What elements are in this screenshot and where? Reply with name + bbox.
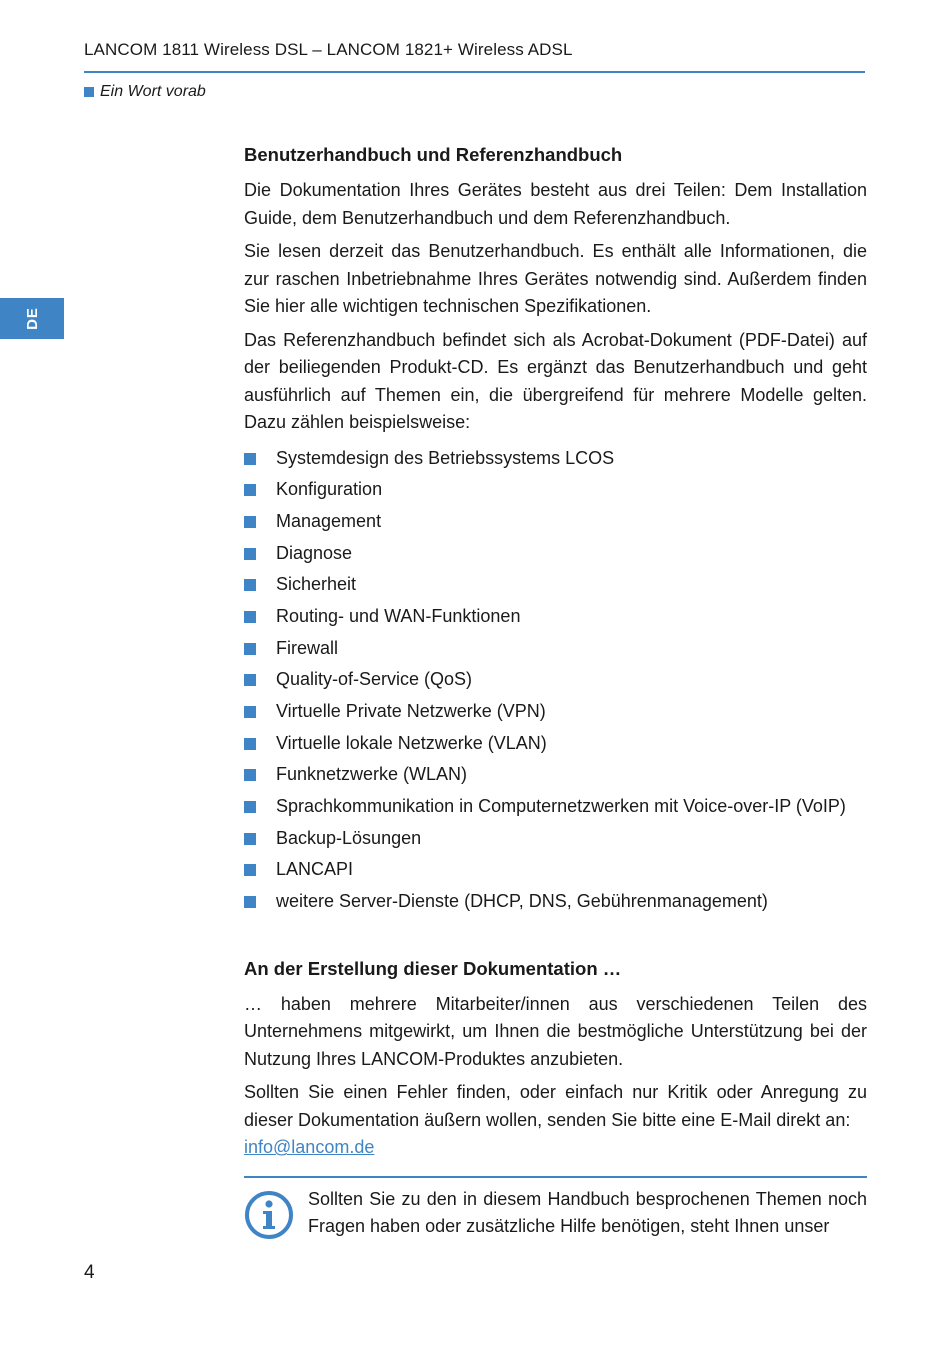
list-item: Backup-Lösungen (244, 823, 867, 855)
section-heading-documentation: An der Erstellung dieser Dokumentation … (244, 957, 622, 979)
list-item: Funknetzwerke (WLAN) (244, 759, 867, 791)
list-item: Diagnose (244, 538, 867, 570)
list-item: Sicherheit (244, 569, 867, 601)
info-icon (244, 1190, 294, 1240)
info-note (244, 1186, 867, 1241)
breadcrumb (84, 83, 206, 101)
document-header-title: LANCOM 1811 Wireless DSL – LANCOM 1821+ Wireless ADSL (84, 40, 573, 59)
list-item: Firewall (244, 633, 867, 665)
main-content (244, 140, 867, 1241)
note-text: Sollten Sie zu den in diesem Handbuch besprochenen Themen noch Fragen haben oder zusätzliche Hilfe benötigen, steht Ihnen unser (308, 1188, 867, 1237)
section-heading-handbooks: Benutzerhandbuch und Referenzhandbuch (244, 144, 623, 165)
list-item: Sprachkommunikation in Computernetzwerken mit Voice-over-IP (VoIP) (244, 791, 867, 823)
list-item: weitere Server-Dienste (DHCP, DNS, Gebührenmanagement) (244, 886, 867, 918)
breadcrumb-label: Ein Wort vorab (100, 83, 206, 100)
header-divider (84, 71, 865, 73)
paragraph: Das Referenzhandbuch befindet sich als Acrobat-Dokument (PDF-Datei) auf der beiliegenden Produkt-CD. Es ergänzt das Benutzerhandbuch und geht ausführlich auf Themen ein, die übergreifend für mehrere Modelle gelten. Dazu zählen beispielsweise: (244, 329, 867, 432)
note-divider (244, 1176, 867, 1178)
paragraph: Die Dokumentation Ihres Gerätes besteht aus drei Teilen: Dem Installation Guide, dem Benutzerhandbuch und dem Referenzhandbuch. (244, 180, 867, 228)
language-tab (0, 298, 64, 339)
list-item: Systemdesign des Betriebssystems LCOS (244, 443, 867, 475)
language-tab-label: DE (23, 307, 41, 330)
list-item: Virtuelle Private Netzwerke (VPN) (244, 696, 867, 728)
topic-list (244, 443, 867, 918)
breadcrumb-square-icon (84, 87, 94, 97)
list-item: Routing- und WAN-Funktionen (244, 601, 867, 633)
list-item: Virtuelle lokale Netzwerke (VLAN) (244, 728, 867, 760)
list-item: Management (244, 506, 867, 538)
list-item: Konfiguration (244, 474, 867, 506)
paragraph: … haben mehrere Mitarbeiter/innen aus verschiedenen Teilen des Unternehmens mitgewirkt, um Ihnen die bestmögliche Unterstützung bei der Nutzung Ihres LANCOM-Produktes anzubieten. (244, 993, 867, 1069)
paragraph: Sollten Sie einen Fehler finden, oder einfach nur Kritik oder Anregung zu dieser Dokumentation äußern wollen, senden Sie bitte eine E-Mail direkt an: (244, 1082, 867, 1130)
email-link[interactable]: info@lancom.de (244, 1137, 375, 1158)
paragraph: Sie lesen derzeit das Benutzerhandbuch. Es enthält alle Informationen, die zur raschen Inbetriebnahme Ihres Gerätes notwendig sind. Außerdem finden Sie hier alle wichtigen technischen Spezifikationen. (244, 241, 867, 316)
list-item: Quality-of-Service (QoS) (244, 664, 867, 696)
page-number: 4 (84, 1262, 95, 1283)
list-item: LANCAPI (244, 854, 867, 886)
